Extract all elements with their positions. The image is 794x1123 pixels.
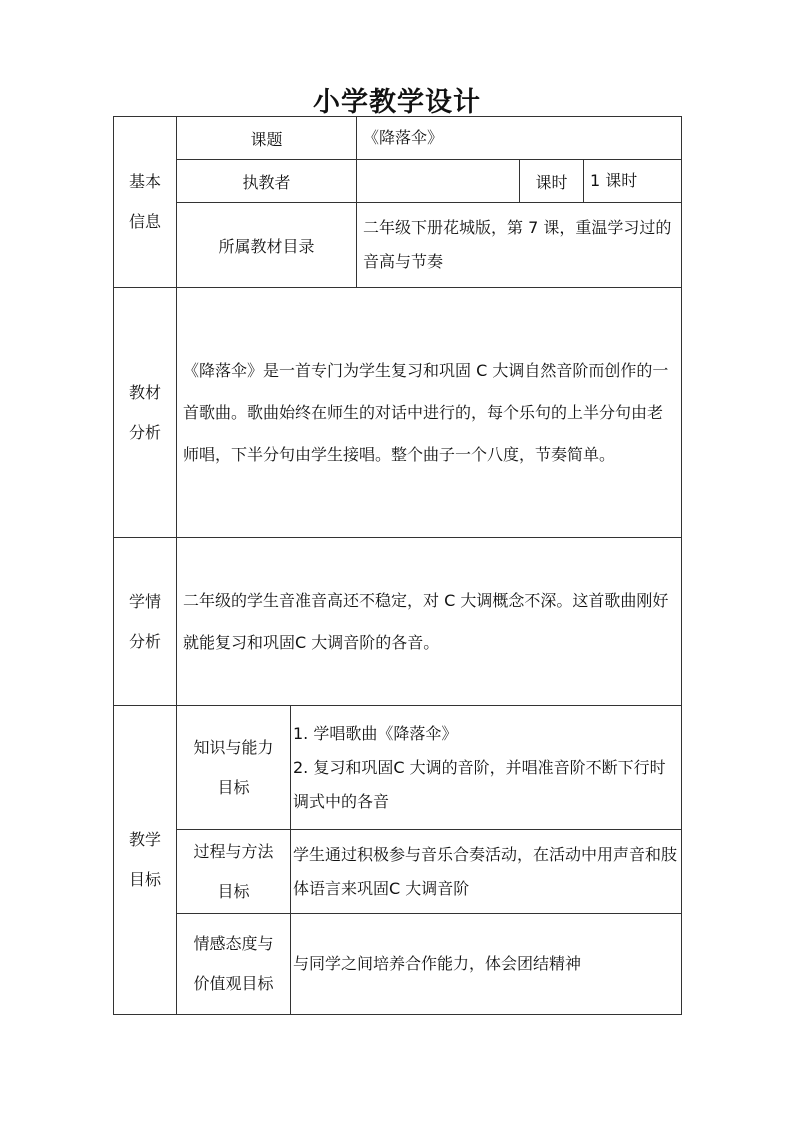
knowledge-goal-item: 2. 复习和巩固C 大调的音阶，并唱准音阶不断下行时调式中的各音 (293, 757, 666, 811)
page-title: 小学教学设计 (313, 87, 481, 118)
material-analysis-text: 《降落伞》是一首专门为学生复习和巩固 C 大调自然音阶而创作的一首歌曲。歌曲始终在师生的对话中进行的，每个乐句的上半分句由老师唱，下半分句由学生接唱。整个曲子一个八度，节奏简单。 (177, 288, 682, 538)
textbook-value: 二年级下册花城版，第 7 课，重温学习过的音高与节奏 (357, 203, 682, 288)
knowledge-goal-label: 知识与能力 目标 (177, 706, 291, 830)
emotion-goal-row (114, 914, 682, 1015)
knowledge-goal-items (291, 706, 682, 830)
emotion-goal-label: 情感态度与 价值观目标 (177, 914, 291, 1015)
topic-row (114, 117, 682, 160)
knowledge-goal-item: 1. 学唱歌曲《降落伞》 (293, 723, 458, 743)
lesson-plan-table (113, 116, 682, 1015)
class-hours-label: 课时 (520, 160, 584, 203)
learner-analysis-section-label: 学情 分析 (114, 538, 177, 706)
process-goal-label: 过程与方法 目标 (177, 830, 291, 914)
basic-info-section-label: 基本 信息 (114, 117, 177, 288)
knowledge-goal-row (114, 706, 682, 830)
teaching-goals-section-label: 教学 目标 (114, 706, 177, 1015)
topic-label: 课题 (177, 117, 357, 160)
emotion-goal-text: 与同学之间培养合作能力，体会团结精神 (291, 914, 682, 1015)
topic-value: 《降落伞》 (357, 117, 682, 160)
teacher-label: 执教者 (177, 160, 357, 203)
learner-analysis-row (114, 538, 682, 706)
learner-analysis-text: 二年级的学生音准音高还不稳定，对 C 大调概念不深。这首歌曲刚好就能复习和巩固C 大调音阶的各音。 (177, 538, 682, 706)
material-analysis-row (114, 288, 682, 538)
process-goal-row (114, 830, 682, 914)
process-goal-text: 学生通过积极参与音乐合奏活动，在活动中用声音和肢体语言来巩固C 大调音阶 (291, 830, 682, 914)
class-hours-value: 1 课时 (584, 160, 682, 203)
textbook-label: 所属教材目录 (177, 203, 357, 288)
material-analysis-section-label: 教材 分析 (114, 288, 177, 538)
teacher-row (114, 160, 682, 203)
textbook-row (114, 203, 682, 288)
teacher-value (357, 160, 520, 203)
